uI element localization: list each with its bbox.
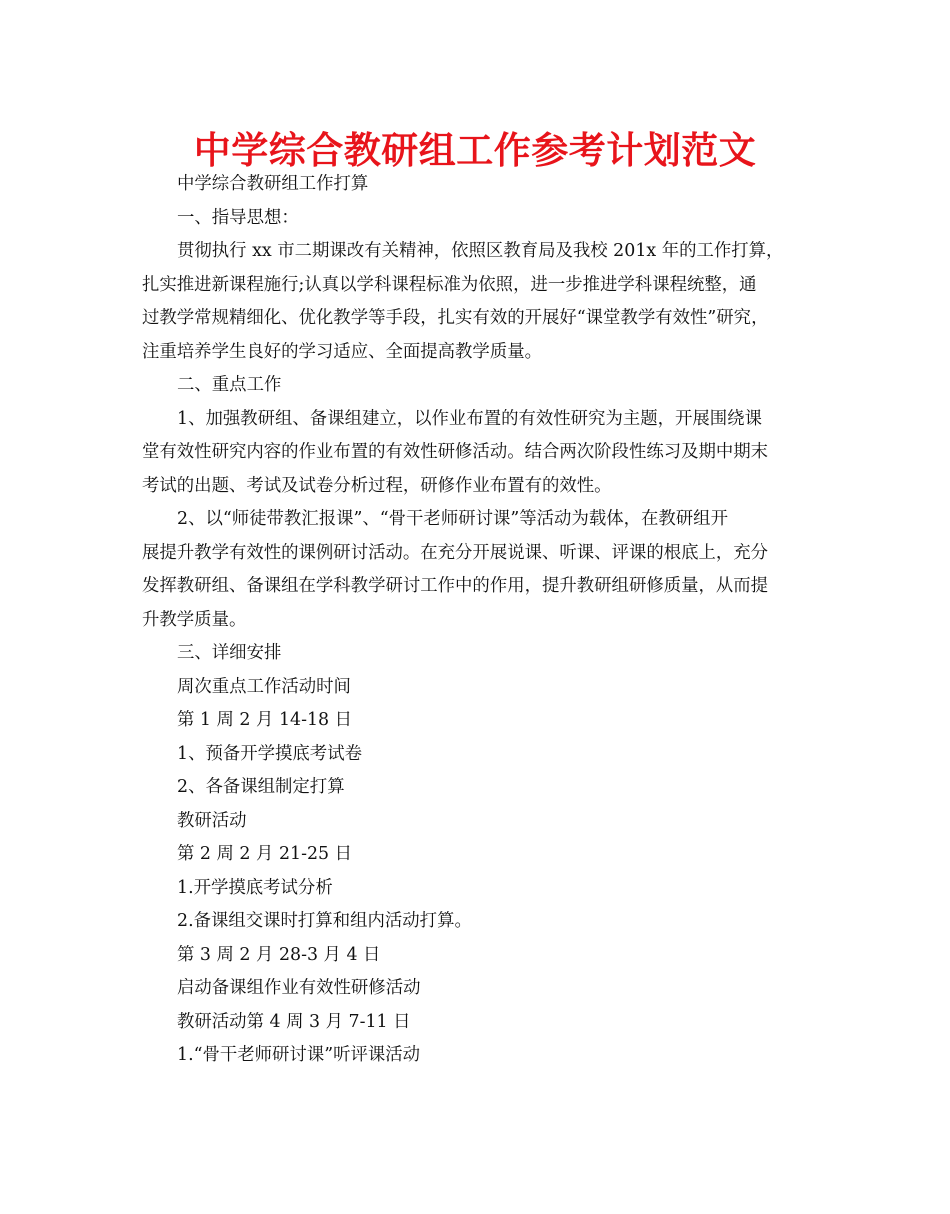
schedule-line: 周次重点工作活动时间 (177, 676, 351, 697)
section-2-item-2-line: 展提升教学有效性的课例研讨活动。在充分开展说课、听课、评课的根底上，充分 (142, 542, 769, 563)
section-1-heading: 一、指导思想： (177, 207, 299, 228)
schedule-line: 第 2 周 2 月 21-25 日 (177, 844, 352, 864)
schedule-line: 启动备课组作业有效性研修活动 (177, 978, 421, 998)
schedule-line: 第 3 周 2 月 28-3 月 4 日 (177, 944, 381, 965)
document-title: 中学综合教研组工作参考计划范文 (193, 129, 757, 172)
section-2-item-1-line: 堂有效性研究内容的作业布置的有效性研修活动。结合两次阶段性练习及期中期末 (142, 442, 769, 462)
schedule-line: 1、预备开学摸底考试卷 (177, 743, 362, 764)
schedule-line: 教研活动 (177, 810, 247, 831)
section-2-item-2-line: 2、以“师徒带教汇报课”、“骨干老师研讨课”等活动为载体，在教研组开 (177, 509, 728, 529)
section-1-line: 贯彻执行 xx 市二期课改有关精神，依照区教育局及我校 201x 年的工作打算， (177, 241, 784, 261)
schedule-line: 教研活动第 4 周 3 月 7-11 日 (177, 1011, 411, 1032)
section-2-item-1-line: 1、加强教研组、备课组建立，以作业布置的有效性研究为主题，开展围绕课 (177, 408, 762, 429)
section-1-line: 过教学常规精细化、优化教学等手段，扎实有效的开展好“课堂教学有效性”研究， (142, 308, 769, 328)
schedule-line: 2.备课组交课时打算和组内活动打算。 (177, 911, 472, 931)
subtitle: 中学综合教研组工作打算 (177, 174, 369, 194)
schedule-line: 第 1 周 2 月 14-18 日 (177, 710, 352, 730)
section-3-heading: 三、详细安排 (177, 643, 282, 663)
section-1-line: 注重培养学生良好的学习适应、全面提高教学质量。 (142, 341, 542, 362)
document-body (142, 168, 818, 1073)
schedule-line: 1.“骨干老师研讨课”听评课活动 (177, 1045, 421, 1065)
schedule-line: 1.开学摸底考试分析 (177, 877, 333, 898)
schedule-line: 2、各备课组制定打算 (177, 777, 345, 797)
section-2-item-2-line: 升教学质量。 (142, 609, 247, 630)
section-1-line: 扎实推进新课程施行;认真以学科课程标准为依照，进一步推进学科课程统整，通 (142, 274, 757, 295)
section-2-item-1-line: 考试的出题、考试及试卷分析过程，研修作业布置有的效性。 (142, 475, 612, 496)
section-2-heading: 二、重点工作 (177, 375, 282, 395)
section-2-item-2-line: 发挥教研组、备课组在学科教学研讨工作中的作用，提升教研组研修质量，从而提 (142, 576, 769, 596)
